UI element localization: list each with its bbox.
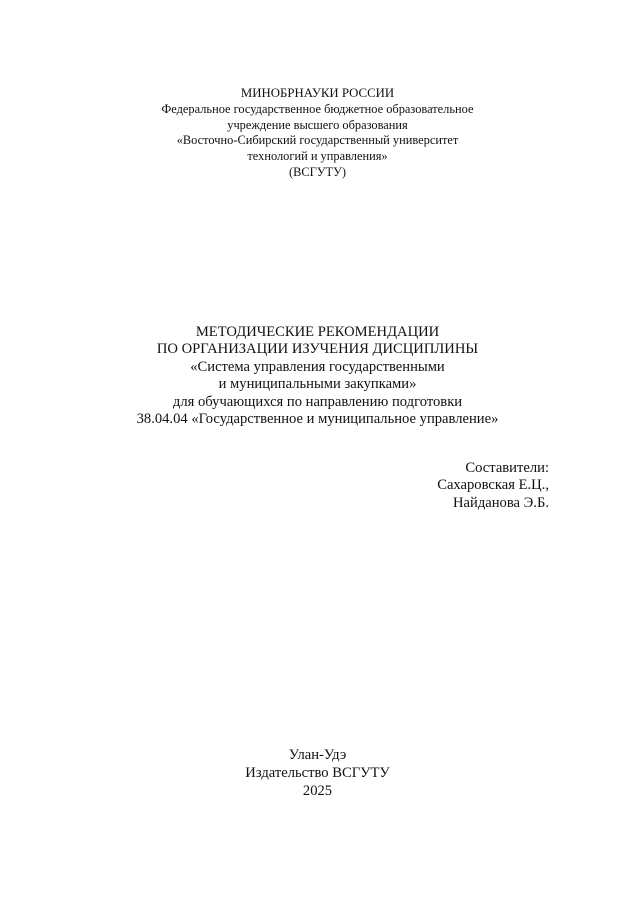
city: Улан-Удэ bbox=[288, 747, 347, 763]
publisher: Издательство ВСГУТУ bbox=[245, 764, 390, 781]
discipline-name-line-1: «Система управления государственными bbox=[190, 358, 445, 375]
university-abbreviation: (ВСГУТУ) bbox=[288, 164, 347, 179]
title-line-1: МЕТОДИЧЕСКИЕ РЕКОМЕНДАЦИИ bbox=[195, 324, 440, 340]
institution-type-line-1: Федеральное государственное бюджетное образовательное bbox=[161, 101, 474, 116]
institution-type-line-2: учреждение высшего образования bbox=[227, 117, 408, 132]
title-line-2: ПО ОРГАНИЗАЦИИ ИЗУЧЕНИЯ ДИСЦИПЛИНЫ bbox=[156, 341, 479, 358]
compilers-block bbox=[437, 460, 549, 512]
compiler-name: Найданова Э.Б. bbox=[453, 494, 549, 511]
university-name-line-1: «Восточно-Сибирский государственный университет bbox=[176, 133, 459, 148]
year: 2025 bbox=[302, 782, 333, 799]
ministry-name: МИНОБРНАУКИ РОССИИ bbox=[240, 86, 395, 100]
audience-line: для обучающихся по направлению подготовки bbox=[172, 393, 463, 410]
discipline-name-line-2: и муниципальными закупками» bbox=[218, 376, 417, 393]
university-name-line-2: технологий и управления» bbox=[247, 149, 388, 164]
compiler-name: Сахаровская Е.Ц., bbox=[437, 477, 549, 494]
compilers-label: Составители: bbox=[465, 460, 549, 476]
document-title bbox=[0, 324, 635, 428]
program-code-line: 38.04.04 «Государственное и муниципальное управление» bbox=[136, 411, 499, 428]
imprint-block bbox=[0, 747, 635, 800]
organization-header bbox=[0, 86, 635, 181]
